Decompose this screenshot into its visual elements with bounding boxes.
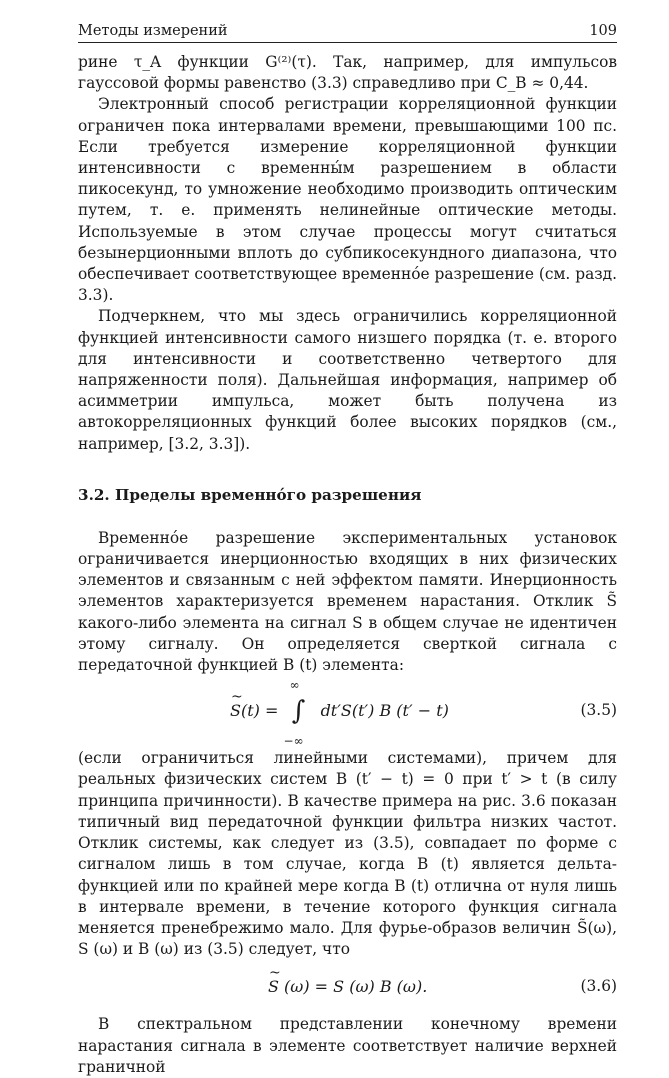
paragraph-3: Подчеркнем, что мы здесь ограничились корреляционной функцией интенсивности самого низшего порядка (т. е. второго для интенсивности и соответственно четвертого для напряженности поля). Дальнейшая информация, например об асимметрии импульса, может быть получена из автокорреляционных функций более высоких порядков (см., например, [3.2, 3.3]). [78, 307, 617, 453]
equation-3-5-number: (3.5) [580, 701, 617, 720]
running-title: Методы измерений [78, 23, 228, 39]
paragraph-5: (если ограничиться линейными системами), причем для реальных физических систем B (t′ − t) = 0 при t′ > t (в силу принципа причинности). В качестве примера на рис. 3.6 показан типичный вид передаточной функции фильтра низких частот. Отклик системы, как следует из (3.5), совпадает по форме с сигналом лишь в том случае, когда B (t) является дельта-функцией или по крайней мере когда B (t) отлична от нуля лишь в интервале времени, в течение которого функция сигнала меняется пренебрежимо мало. Для фурье-образов величин S̃(ω), S (ω) и B (ω) из (3.5) следует, что [78, 749, 617, 959]
equation-3-5 [78, 678, 617, 749]
page-body [78, 52, 617, 1078]
integral-upper-limit: ∞ [289, 678, 300, 693]
equation-3-6 [78, 966, 617, 1010]
paragraph-1: рине τ_A функции G⁽²⁾(τ). Так, например, для импульсов гауссовой формы равенство (3.3) справедливо при C_B ≈ 0,44. [78, 53, 617, 93]
equation-3-6-expression: S (ω) = S (ω) B (ω). [268, 977, 428, 997]
integral-lower-limit: −∞ [283, 734, 304, 749]
page-number: 109 [589, 23, 617, 39]
equation-3-6-number: (3.6) [580, 977, 617, 996]
integral-sign: ∫ ∞ −∞ [287, 701, 309, 722]
equation-3-5-lhs: S(t) = [230, 701, 279, 721]
paragraph-6: В спектральном представлении конечному времени нарастания сигнала в элементе соответствует наличие верхней граничной [78, 1015, 617, 1076]
equation-3-5-body: dt′S(t′) B (t′ − t) [320, 701, 449, 721]
running-header [78, 18, 617, 43]
paragraph-4: Временно́е разрешение экспериментальных установок ограничивается инерционностью входящих в них физических элементов и связанным с ней эффектом памяти. Инерционность элементов характеризуется временем нарастания. Отклик S̃ какого-либо элемента на сигнал S в общем случае не идентичен этому сигналу. Он определяется сверткой сигнала с передаточной функцией B (t) элемента: [78, 528, 617, 675]
section-heading: 3.2. Пределы временно́го разрешения [78, 485, 422, 504]
paragraph-2: Электронный способ регистрации корреляционной функции ограничен пока интервалами времени, превышающими 100 пс. Если требуется измерение корреляционной функции интенсивности с временны́м разрешением в области пикосекунд, то умножение необходимо производить оптическим путем, т. е. применять нелинейные оптические методы. Используемые в этом случае процессы могут считаться безынерционными вплоть до субпикосекундного диапазона, что обеспечивает соответствующее временно́е разрешение (см. разд. 3.3). [78, 95, 618, 305]
